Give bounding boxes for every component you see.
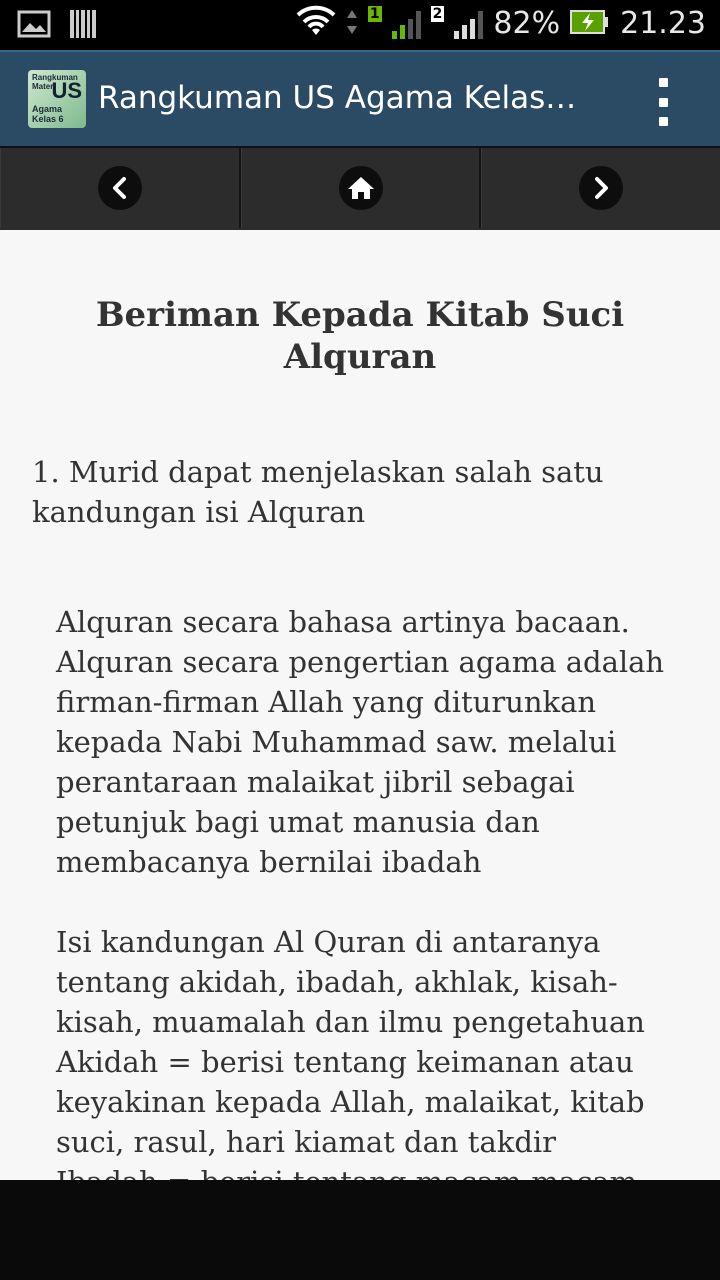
bottom-navigation-bar [0,1180,720,1280]
chevron-right-icon [579,166,623,210]
gallery-notification-icon [18,11,50,41]
sim2-badge: 2 [432,6,443,22]
status-bar [0,0,720,50]
sim1-signal-icon [392,9,421,39]
battery-percent: 82% [493,6,561,41]
barcode-notification-icon [70,10,96,42]
battery-charging-icon [570,9,610,39]
home-button[interactable] [241,148,482,228]
overflow-dot-icon [659,78,668,87]
article-paragraph: Isi kandungan Al Quran di antaranya tentang akidah, ibadah, akhlak, kisah- kisah, muamalah dan ilmu pengetahuan Akidah = berisi tentang keimanan atau keyakinan kepada Allah, malaikat, kitab suci, rasul, hari kiamat dan takdir [56,925,645,1159]
clock: 21.23 [620,6,706,41]
overflow-dot-icon [659,117,668,126]
article-paragraph: Alquran secara bahasa artinya bacaan. Alquran secara pengertian agama adalah firman-firman Allah yang diturunkan kepada Nabi Muhammad saw. melalui perantaraan malaikat jibril sebagai petunjuk bagi umat manusia dan membacanya bernilai ibadah [56,605,665,879]
app-title: Rangkuman US Agama Kelas… [98,80,577,116]
app-logo-text-bottom: Agama Kelas 6 [32,104,64,124]
overflow-dot-icon [659,98,668,107]
previous-button[interactable] [0,148,241,228]
overflow-menu-button[interactable] [650,78,676,126]
sim2-signal-icon [454,9,483,39]
sim1-badge: 1 [369,6,380,22]
app-logo-text-top: Rangkuman Materi [32,73,78,91]
action-bar [0,50,720,148]
next-button[interactable] [481,148,720,228]
article-content[interactable] [0,230,720,1180]
chevron-left-icon [98,166,142,210]
article-title: Beriman Kepada Kitab Suci Alquran [95,295,625,377]
learning-objective: 1. Murid dapat menjelaskan salah satu kandungan isi Alquran [32,455,604,529]
data-arrows-icon [346,8,358,40]
navigation-toolbar [0,146,720,232]
app-logo-text-big: US [51,78,82,103]
wifi-icon [296,7,336,41]
home-icon [339,166,383,210]
app-logo[interactable] [28,70,86,128]
